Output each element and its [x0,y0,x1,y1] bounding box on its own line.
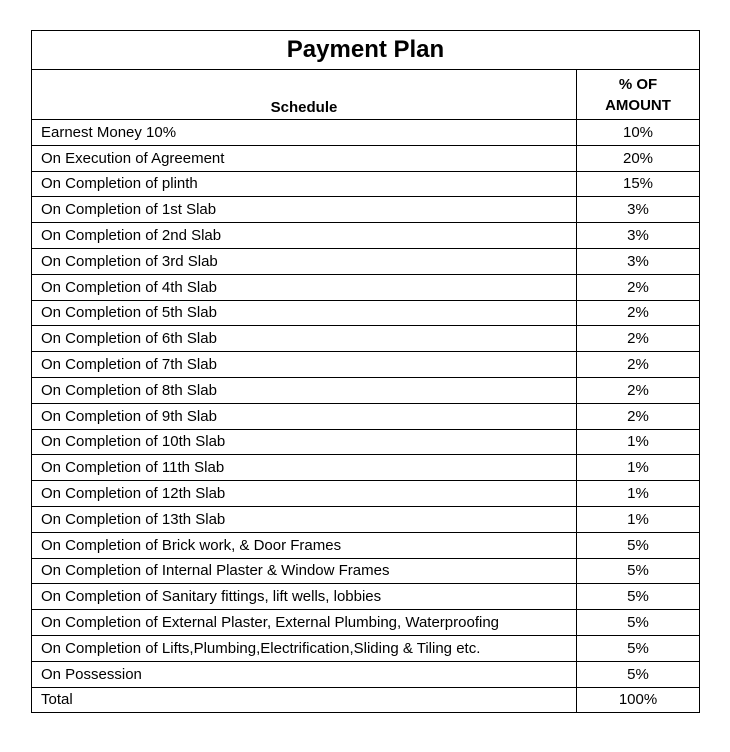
percent-cell: 2% [577,352,700,378]
percent-cell: 2% [577,274,700,300]
schedule-cell: On Possession [32,661,577,687]
table-row [32,223,700,249]
schedule-cell: On Execution of Agreement [32,145,577,171]
percent-cell: 5% [577,635,700,661]
total-label: Total [32,687,577,712]
percent-cell: 1% [577,506,700,532]
schedule-cell: On Completion of 10th Slab [32,429,577,455]
table-row [32,326,700,352]
table-row [32,145,700,171]
table-row [32,377,700,403]
percent-cell: 5% [577,584,700,610]
table-row [32,171,700,197]
schedule-cell: Earnest Money 10% [32,120,577,146]
percent-cell: 2% [577,377,700,403]
table-row [32,429,700,455]
schedule-cell: On Completion of 3rd Slab [32,248,577,274]
table-row [32,248,700,274]
percent-cell: 5% [577,558,700,584]
table-row [32,300,700,326]
schedule-cell: On Completion of 4th Slab [32,274,577,300]
table-row [32,352,700,378]
column-header-schedule: Schedule [32,70,577,120]
table-row [32,532,700,558]
page-title: Payment Plan [32,31,700,70]
column-header-percent-line2: AMOUNT [605,96,671,114]
percent-cell: 15% [577,171,700,197]
percent-cell: 20% [577,145,700,171]
column-header-percent [577,70,700,120]
total-row [32,687,700,712]
table-row [32,120,700,146]
schedule-cell: On Completion of 9th Slab [32,403,577,429]
percent-cell: 2% [577,300,700,326]
schedule-cell: On Completion of Internal Plaster & Window Frames [32,558,577,584]
percent-cell: 5% [577,610,700,636]
schedule-cell: On Completion of 12th Slab [32,481,577,507]
schedule-cell: On Completion of 2nd Slab [32,223,577,249]
schedule-cell: On Completion of 5th Slab [32,300,577,326]
percent-cell: 1% [577,481,700,507]
table-row [32,274,700,300]
schedule-cell: On Completion of 11th Slab [32,455,577,481]
schedule-cell: On Completion of External Plaster, External Plumbing, Waterproofing [32,610,577,636]
schedule-cell: On Completion of 8th Slab [32,377,577,403]
table-row [32,558,700,584]
percent-cell: 3% [577,223,700,249]
percent-cell: 10% [577,120,700,146]
table-row [32,455,700,481]
percent-cell: 5% [577,661,700,687]
schedule-cell: On Completion of 13th Slab [32,506,577,532]
schedule-cell: On Completion of Brick work, & Door Frames [32,532,577,558]
percent-cell: 1% [577,429,700,455]
table-row [32,610,700,636]
payment-plan-table [31,30,700,713]
percent-cell: 2% [577,403,700,429]
column-header-percent-line1: % OF [618,75,658,93]
schedule-cell: On Completion of plinth [32,171,577,197]
header-row [32,70,700,120]
schedule-cell: On Completion of 7th Slab [32,352,577,378]
schedule-cell: On Completion of Sanitary fittings, lift wells, lobbies [32,584,577,610]
title-row [32,31,700,70]
schedule-cell: On Completion of Lifts,Plumbing,Electrification,Sliding & Tiling etc. [32,635,577,661]
percent-cell: 2% [577,326,700,352]
table-row [32,506,700,532]
table-row [32,584,700,610]
schedule-cell: On Completion of 6th Slab [32,326,577,352]
percent-cell: 1% [577,455,700,481]
table-row [32,635,700,661]
table-row [32,403,700,429]
schedule-cell: On Completion of 1st Slab [32,197,577,223]
percent-cell: 3% [577,248,700,274]
table-row [32,481,700,507]
percent-cell: 3% [577,197,700,223]
percent-cell: 5% [577,532,700,558]
total-percent: 100% [577,687,700,712]
table-row [32,661,700,687]
table-row [32,197,700,223]
